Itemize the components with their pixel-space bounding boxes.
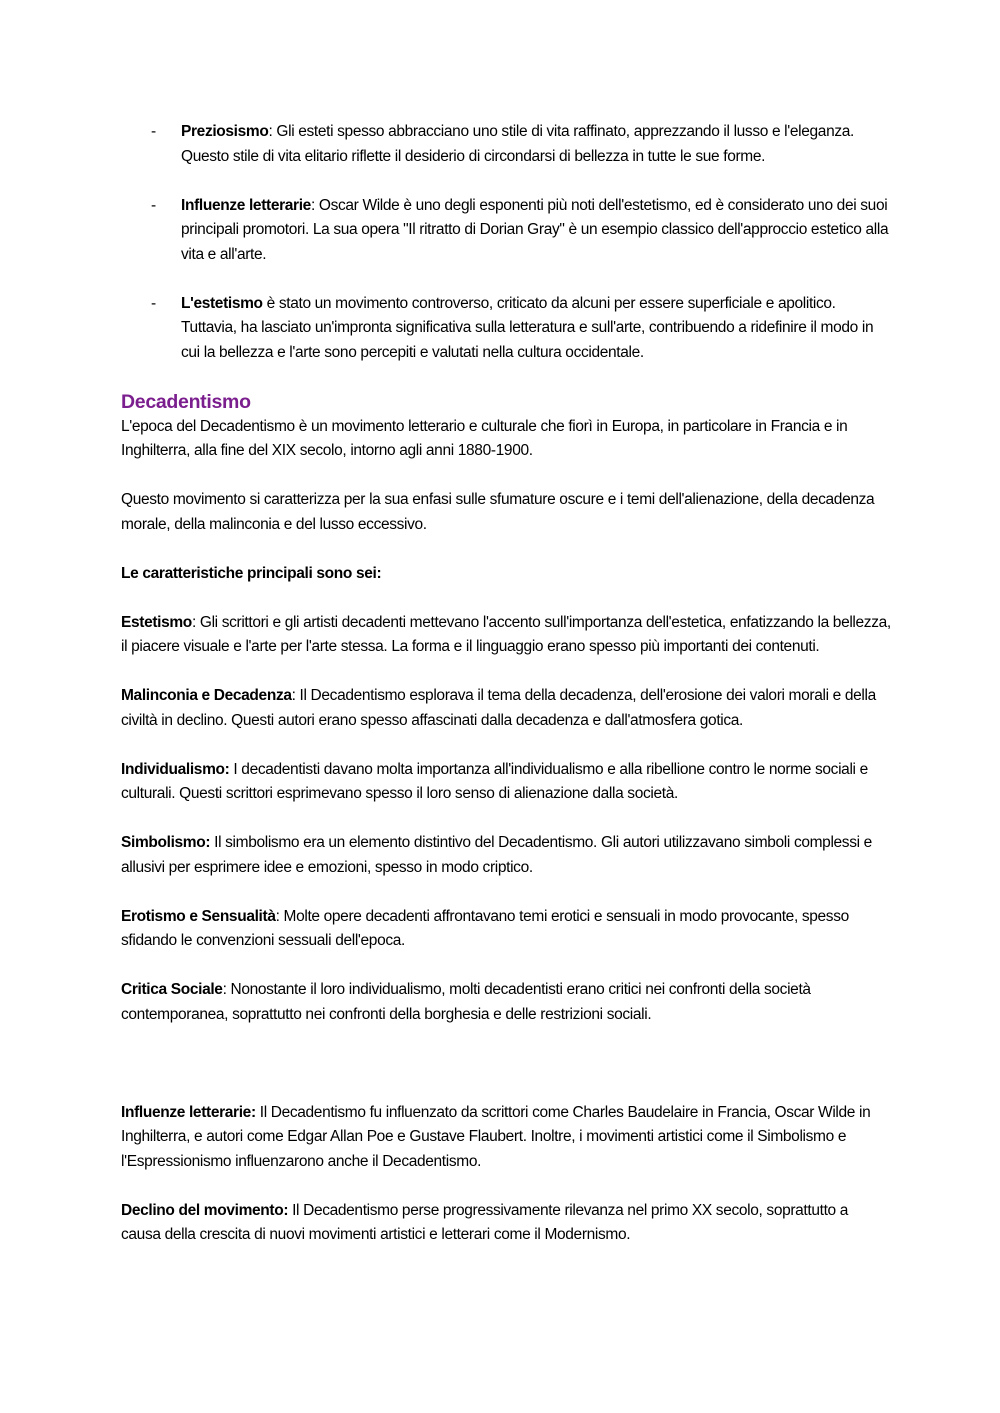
bullet-item-influenze-letterarie [121, 194, 891, 268]
bullet-term: Influenze letterarie [181, 196, 311, 214]
feature-term: Erotismo e Sensualità [121, 907, 276, 925]
blank-space [121, 1052, 891, 1101]
features-title [121, 562, 891, 587]
bullet-term: L'estetismo [181, 294, 263, 312]
section-heading: Decadentismo [121, 390, 251, 413]
feature-paragraph-malinconia [121, 684, 891, 733]
bullet-text: Gli esteti spesso abbracciano uno stile di vita raffinato, apprezzando il lusso e l'eleganza. Questo stile di vita elitario riflette il desiderio di circondarsi di bellezza in tutte le sue forme. [181, 123, 854, 165]
feature-paragraph-simbolismo [121, 831, 891, 880]
feature-text: Molte opere decadenti affrontavano temi erotici e sensuali in modo provocante, spesso sfidando le convenzioni sessuali dell'epoca. [121, 907, 849, 949]
feature-term: Estetismo [121, 613, 192, 631]
bullet-term: Preziosismo [181, 123, 269, 140]
feature-text: Gli scrittori e gli artisti decadenti mettevano l'accento sull'importanza dell'estetica, enfatizzando la bellezza, il piacere visuale e l'arte per l'arte stessa. La forma e il linguaggio erano spesso più importanti dei contenuti. [121, 613, 891, 655]
page-content [121, 120, 891, 1272]
extra-term: Declino del movimento: [121, 1201, 289, 1219]
extra-text: Il Decadentismo perse progressivamente rilevanza nel primo XX secolo, soprattutto a causa della crescita di nuovi movimenti artistici e letterari come il Modernismo. [121, 1201, 849, 1243]
bullet-separator: : [268, 123, 273, 140]
bullet-text: è stato un movimento controverso, criticato da alcuni per essere superficiale e apolitico. Tuttavia, ha lasciato un'impronta significativa sulla letteratura e sull'arte, contribuendo a ridefinire il modo in cui la bellezza e l'arte sono percepiti e valutati nella cultura occidentale. [181, 294, 874, 361]
feature-paragraph-critica-sociale [121, 978, 891, 1027]
extra-paragraph-influenze [121, 1101, 891, 1175]
feature-term: Individualismo: [121, 760, 230, 778]
features-title-text: Le caratteristiche principali sono sei: [121, 564, 382, 582]
bullet-dash: - [151, 196, 156, 214]
feature-paragraph-erotismo [121, 905, 891, 954]
intro-paragraph: L'epoca del Decadentismo è un movimento letterario e culturale che fiorì in Europa, in particolare in Francia e in Inghilterra, alla fine del XIX secolo, intorno agli anni 1880-1900. [121, 417, 848, 459]
bullet-separator: : [310, 196, 315, 214]
feature-text: Nonostante il loro individualismo, molti decadentisti erano critici nei confronti della società contemporanea, soprattutto nei confronti della borghesia e delle restrizioni sociali. [121, 981, 811, 1023]
bullet-text: Oscar Wilde è uno degli esponenti più noti dell'estetismo, ed è considerato uno dei suoi principali promotori. La sua opera "Il ritratto di Dorian Gray" è un esempio classico dell'approccio estetico alla vita e all'arte. [181, 196, 889, 263]
feature-paragraph-estetismo [121, 611, 891, 660]
feature-text: Il Decadentismo esplorava il tema della decadenza, dell'erosione dei valori morali e della civiltà in declino. Questi autori erano spesso affascinati dalla decadenza e dall'atmosfera gotica. [121, 687, 876, 729]
aesthetics-bullet-list [121, 120, 891, 365]
extra-term: Influenze letterarie: [121, 1103, 256, 1121]
feature-separator: : [222, 981, 227, 998]
extra-paragraph-declino [121, 1199, 891, 1248]
extra-text: Il Decadentismo fu influenzato da scrittori come Charles Baudelaire in Francia, Oscar Wilde in Inghilterra, e autori come Edgar Allan Poe e Gustave Flaubert. Inoltre, i movimenti artistici come il Simbolismo e l'Espressionismo influenzarono anche il Decadentismo. [121, 1103, 871, 1170]
feature-separator: : [275, 907, 280, 925]
feature-text: Il simbolismo era un elemento distintivo del Decadentismo. Gli autori utilizzavano simboli complessi e allusivi per esprimere idee e emozioni, spesso in modo criptico. [121, 834, 872, 876]
feature-separator: : [291, 687, 296, 704]
feature-term: Malinconia e Decadenza [121, 687, 292, 704]
feature-term: Critica Sociale [121, 981, 223, 998]
bullet-item-estetismo [121, 292, 891, 366]
feature-text: I decadentisti davano molta importanza all'individualismo e alla ribellione contro le norme sociali e culturali. Questi scrittori esprimevano spesso il loro senso di alienazione dalla società. [121, 760, 868, 802]
bullet-dash: - [151, 294, 156, 312]
intro-paragraph: Questo movimento si caratterizza per la sua enfasi sulle sfumature oscure e i temi dell'alienazione, della decadenza morale, della malinconia e del lusso eccessivo. [121, 491, 875, 533]
feature-separator: : [191, 613, 196, 631]
bullet-item-preziosismo [121, 120, 891, 169]
feature-paragraph-individualismo [121, 758, 891, 807]
feature-term: Simbolismo: [121, 834, 211, 851]
bullet-dash: - [151, 123, 156, 140]
